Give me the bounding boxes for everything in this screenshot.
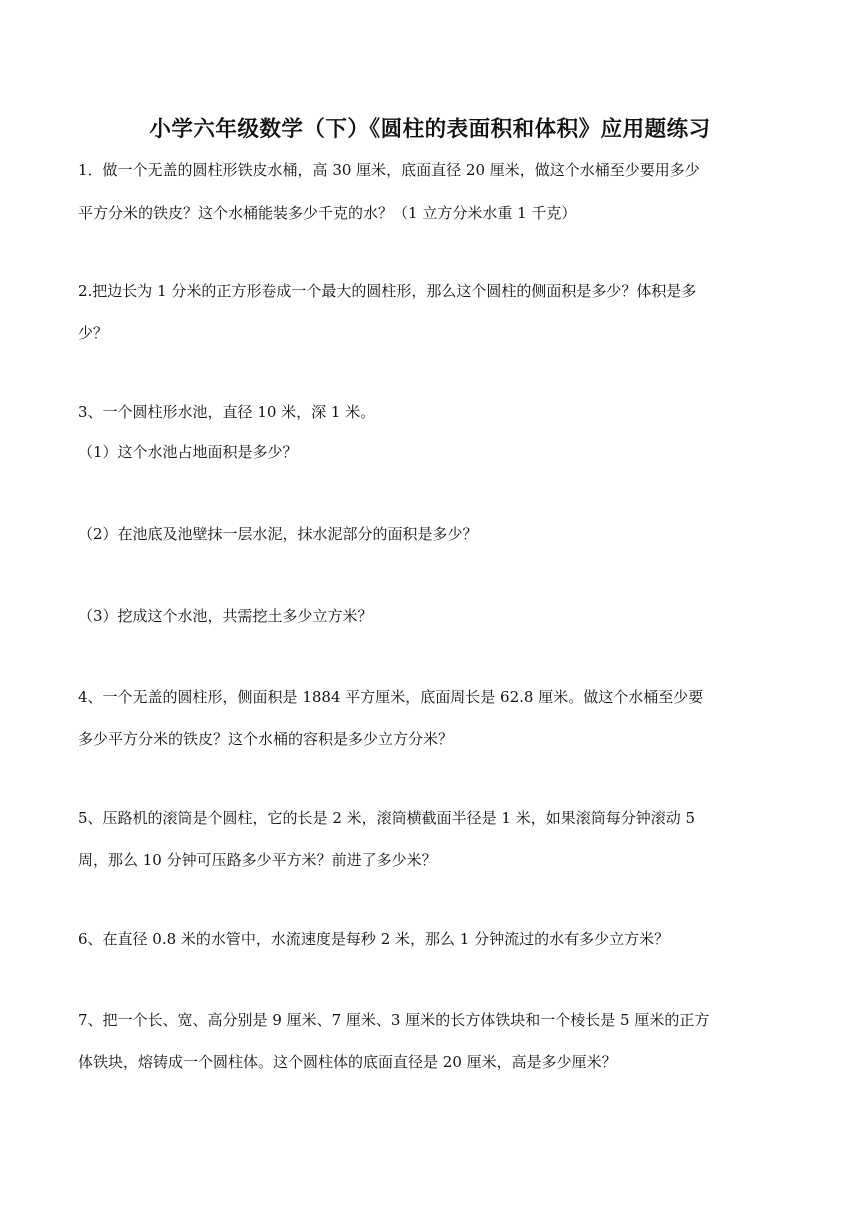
question-2-line-2: 少？	[78, 324, 109, 342]
question-3-line-1: 3、一个圆柱形水池，直径 10 米，深 1 米。	[78, 403, 376, 421]
question-4-line-2: 多少平方分米的铁皮？这个水桶的容积是多少立方分米？	[78, 730, 454, 748]
question-5-line-2: 周，那么 10 分钟可压路多少平方米？前进了多少米？	[78, 851, 437, 869]
question-2-line-1: 2.把边长为 1 分米的正方形卷成一个最大的圆柱形，那么这个圆柱的侧面积是多少？体积是多	[78, 282, 697, 300]
question-3-sub-3: （3）挖成这个水池，共需挖土多少立方米？	[78, 607, 373, 625]
question-3-sub-1: （1）这个水池占地面积是多少？	[78, 443, 298, 461]
question-3-sub-2: （2）在池底及池壁抹一层水泥，抹水泥部分的面积是多少？	[78, 525, 478, 543]
question-4-line-1: 4、一个无盖的圆柱形，侧面积是 1884 平方厘米，底面周长是 62.8 厘米。做这个水桶至少要	[78, 688, 704, 706]
question-6-line-1: 6、在直径 0.8 米的水管中，水流速度是每秒 2 米，那么 1 分钟流过的水有多少立方米？	[78, 930, 670, 948]
question-1-line-2: 平方分米的铁皮？这个水桶能装多少千克的水？（1 立方分米水重 1 千克）	[78, 204, 577, 222]
question-7-line-1: 7、把一个长、宽、高分别是 9 厘米、7 厘米、3 厘米的长方体铁块和一个棱长是 5 厘米的正方	[78, 1011, 710, 1029]
question-7-line-2: 体铁块，熔铸成一个圆柱体。这个圆柱体的底面直径是 20 厘米，高是多少厘米？	[78, 1053, 617, 1071]
question-1-line-1: 1．做一个无盖的圆柱形铁皮水桶，高 30 厘米，底面直径 20 厘米，做这个水桶至少要用多少	[78, 161, 700, 179]
page-title: 小学六年级数学（下）《圆柱的表面积和体积》应用题练习	[149, 117, 711, 142]
question-5-line-1: 5、压路机的滚筒是个圆柱，它的长是 2 米，滚筒横截面半径是 1 米，如果滚筒每分钟滚动 5	[78, 809, 696, 827]
